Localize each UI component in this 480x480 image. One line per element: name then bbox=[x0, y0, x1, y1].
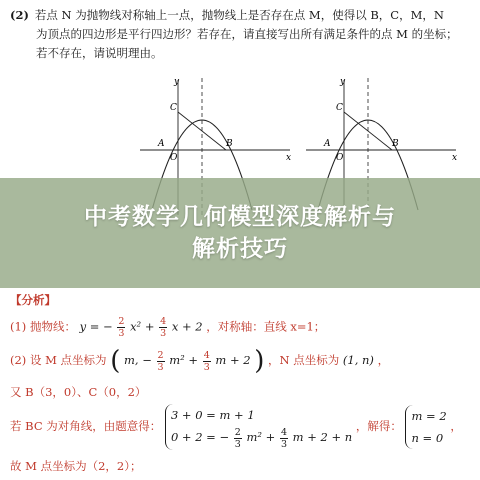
fraction: $\frac{2}{3}$ bbox=[234, 426, 241, 450]
solve-label: ，解得： bbox=[355, 418, 402, 433]
equation-2a: 0 + 2 = − bbox=[170, 430, 230, 444]
fraction: $\frac{2}{3}$ bbox=[157, 349, 164, 373]
problem-line-3: 若不存在，请说明理由。 bbox=[36, 46, 163, 60]
step-1-axis: ，对称轴：直线 x=1； bbox=[206, 319, 326, 334]
solution-system bbox=[405, 405, 446, 449]
solution-1: m = 2 bbox=[411, 408, 447, 423]
step-2-n-value: (1, n) bbox=[342, 353, 374, 367]
label-y: y bbox=[340, 77, 346, 87]
label-c: C bbox=[336, 103, 343, 113]
step-2 bbox=[10, 348, 389, 374]
label-a: A bbox=[158, 139, 165, 149]
banner-title-line-1: 中考数学几何模型深度解析与 bbox=[84, 204, 396, 230]
label-a: A bbox=[324, 139, 331, 149]
fraction: $\frac{4}{3}$ bbox=[203, 349, 210, 373]
label-y: y bbox=[174, 77, 180, 87]
equation-1: 3 + 0 = m + 1 bbox=[170, 408, 255, 422]
step-4-label: 若 BC 为对角线，由题意得： bbox=[10, 418, 162, 433]
analysis-heading: 【分析】 bbox=[10, 293, 56, 307]
label-b: B bbox=[226, 139, 233, 149]
problem-line-1: 若点 N 为抛物线对称轴上一点，抛物线上是否存在点 M，使得以 B，C，M，N bbox=[34, 8, 444, 22]
step-2-m3: m + 2 bbox=[215, 353, 251, 367]
equation-system bbox=[165, 404, 352, 450]
problem-number: (2) bbox=[10, 8, 29, 22]
step-1-x2: x² + bbox=[130, 319, 155, 334]
step-1 bbox=[10, 316, 325, 339]
label-c: C bbox=[170, 103, 177, 113]
solution-2: n = 0 bbox=[411, 430, 444, 445]
title-banner bbox=[0, 178, 480, 288]
paren-open: ( bbox=[110, 346, 121, 376]
step-1-label: (1) 抛物线： bbox=[10, 319, 76, 334]
step-2-m: m, − bbox=[124, 353, 152, 367]
step-4 bbox=[10, 404, 462, 450]
fraction: $\frac{4}{3}$ bbox=[280, 426, 287, 450]
step-5: 故 M 点坐标为（2，2）； bbox=[10, 459, 142, 473]
fraction: $\frac{2}{3}$ bbox=[118, 316, 125, 339]
label-o: O bbox=[336, 153, 344, 163]
equation-2b: m² + bbox=[246, 430, 276, 444]
label-x: x bbox=[452, 153, 458, 163]
fraction: $\frac{4}{3}$ bbox=[160, 316, 167, 339]
paren-close: ) bbox=[254, 346, 265, 376]
problem-line-2: 为顶点的四边形是平行四边形？若存在，请直接写出所有满足条件的点 M 的坐标； bbox=[36, 27, 458, 41]
label-o: O bbox=[170, 153, 178, 163]
problem-statement bbox=[10, 6, 472, 63]
label-b: B bbox=[392, 139, 399, 149]
step-2-label: (2) 设 M 点坐标为 bbox=[10, 353, 107, 367]
equation-2c: m + 2 + n bbox=[292, 430, 353, 444]
solution-end: ， bbox=[450, 418, 462, 433]
step-1-x: x + 2 bbox=[171, 319, 203, 334]
step-2-m2: m² + bbox=[169, 353, 199, 367]
step-1-eq: y = − bbox=[79, 319, 113, 334]
step-2-n-label: ，N 点坐标为 bbox=[268, 353, 340, 367]
label-x: x bbox=[286, 153, 292, 163]
step-3: 又 B（3，0）、C（0，2） bbox=[10, 385, 147, 399]
step-2-end: ， bbox=[377, 353, 390, 367]
banner-title-line-2: 解析技巧 bbox=[192, 236, 288, 262]
